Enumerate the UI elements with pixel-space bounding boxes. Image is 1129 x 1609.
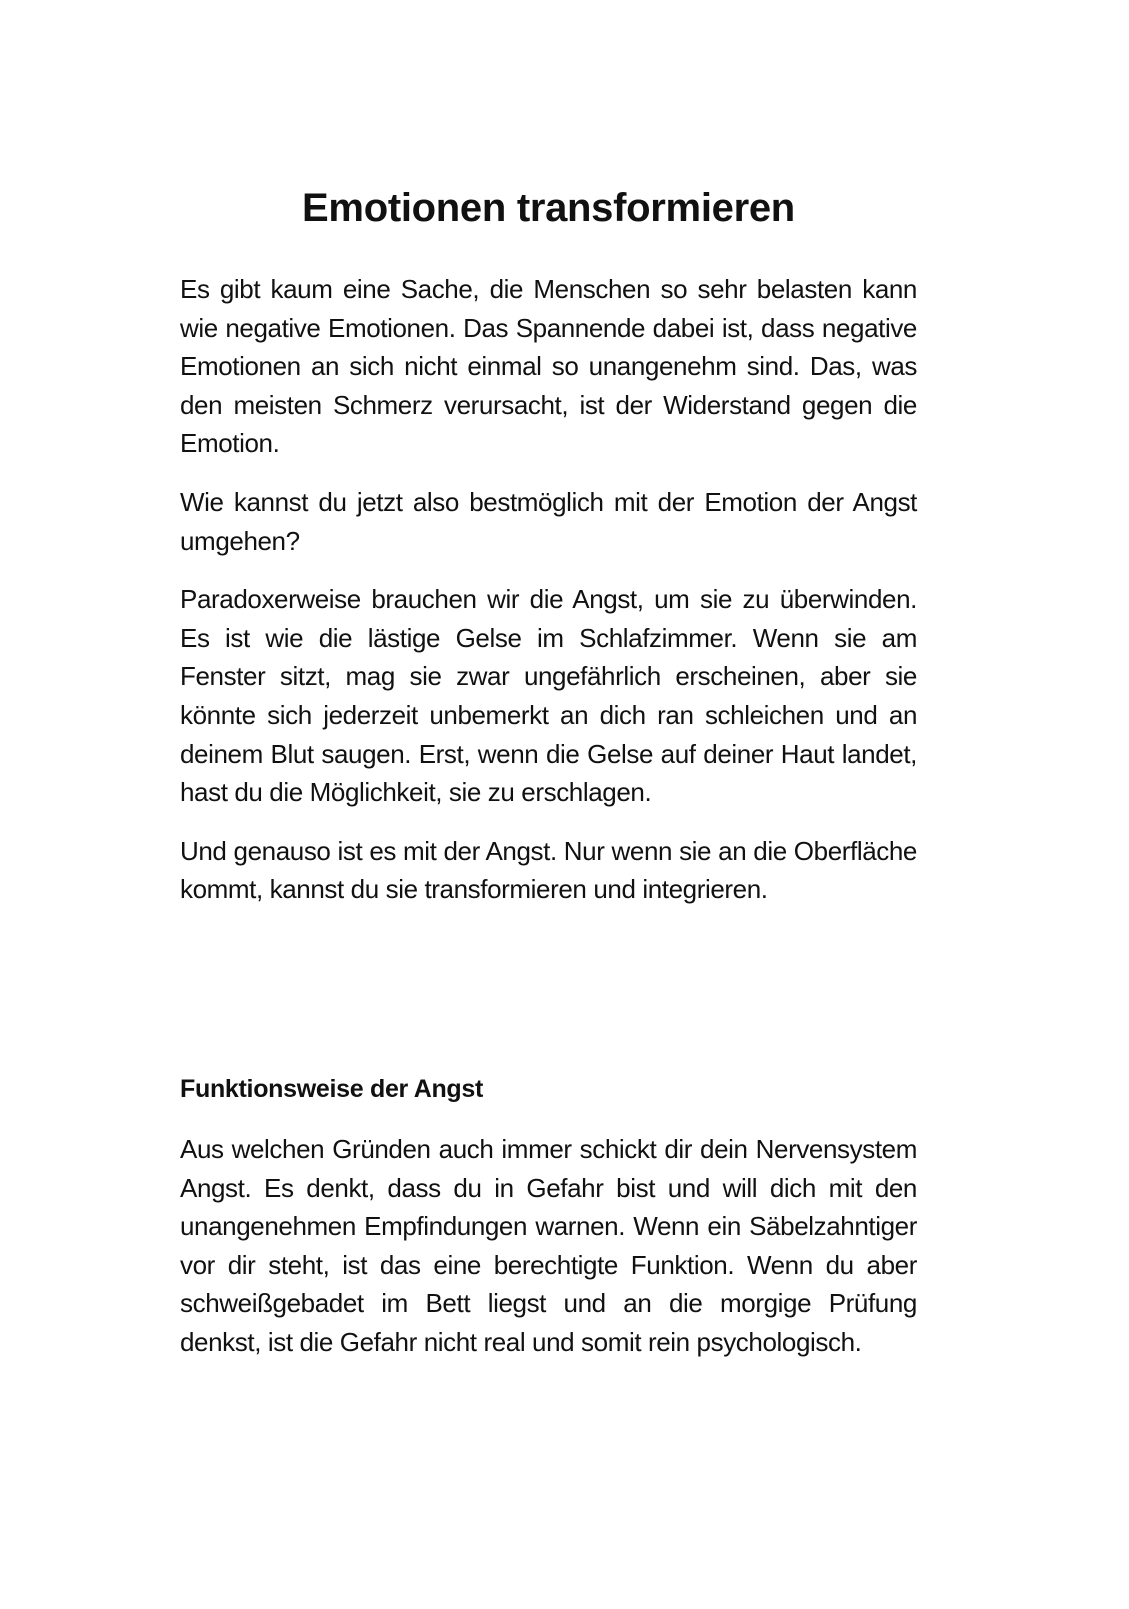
paragraph: Und genauso ist es mit der Angst. Nur wenn sie an die Oberfläche kommt, kannst du sie transformieren und integrieren.	[180, 835, 917, 905]
page-title: Emotionen transformieren	[302, 186, 795, 230]
intro-section	[180, 270, 917, 929]
section-heading: Funktionsweise der Angst	[180, 1075, 484, 1103]
paragraph: Wie kannst du jetzt also bestmöglich mit der Emotion der Angst umgehen?	[180, 486, 917, 556]
paragraph: Es gibt kaum eine Sache, die Menschen so sehr belasten kann wie negative Emotionen. Das Spannende dabei ist, dass negative Emotionen an sich nicht einmal so unangenehm sind. Das, was den meisten Schmerz verursacht, ist der Widerstand gegen die Emotion.	[180, 274, 917, 459]
section-funktionsweise	[180, 1070, 917, 1382]
paragraph: Aus welchen Gründen auch immer schickt dir dein Nervensystem Angst. Es denkt, dass du in Gefahr bist und will dich mit den unangenehmen Empfindungen warnen. Wenn ein Säbelzahntiger vor dir steht, ist das eine berechtigte Funktion. Wenn du aber schweißgebadet im Bett liegst und an die morgige Prüfung denkst, ist die Gefahr nicht real und somit rein psychologisch.	[180, 1134, 917, 1357]
paragraph: Paradoxerweise brauchen wir die Angst, um sie zu überwinden. Es ist wie die lästige Gelse im Schlafzimmer. Wenn sie am Fenster sitzt, mag sie zwar ungefährlich erscheinen, aber sie könnte sich jederzeit unbemerkt an dich ran schleichen und an deinem Blut saugen. Erst, wenn die Gelse auf deiner Haut landet, hast du die Möglichkeit, sie zu erschlagen.	[180, 584, 917, 808]
